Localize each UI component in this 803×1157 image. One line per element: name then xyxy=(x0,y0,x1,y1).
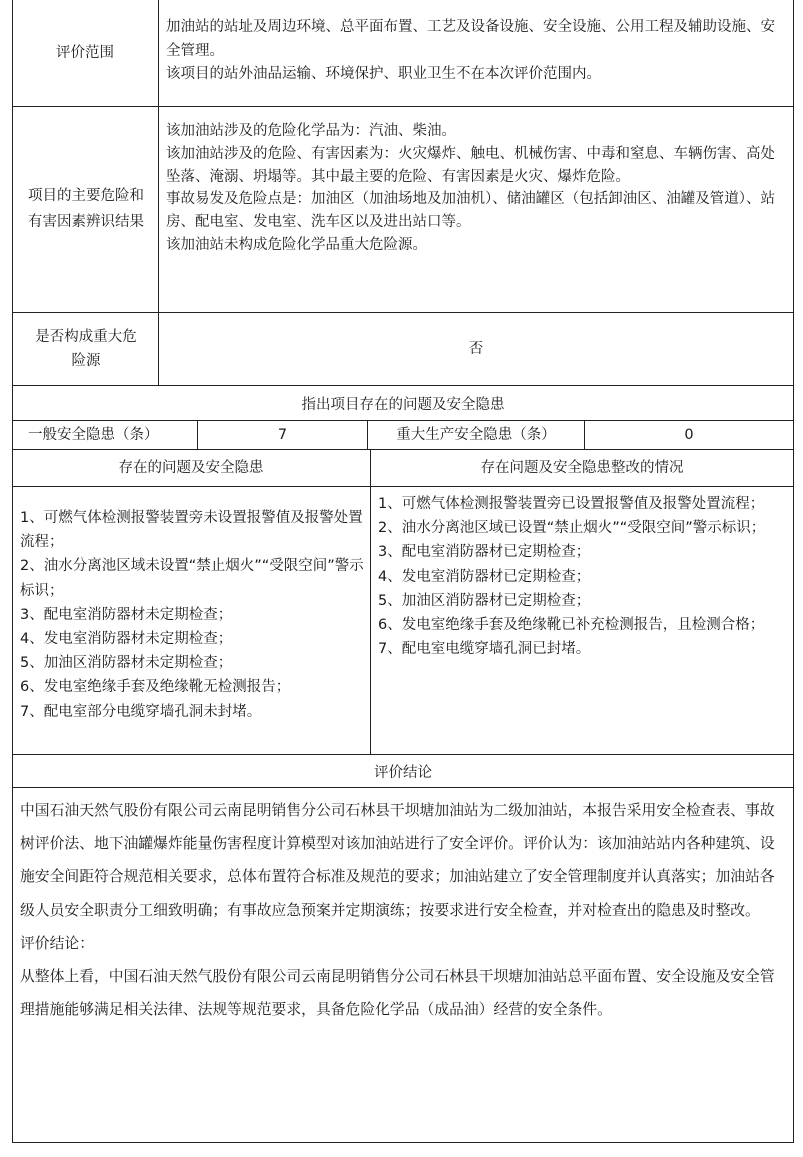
table-border-bottom xyxy=(12,1142,794,1143)
list-item: 3、配电室消防器材未定期检查； xyxy=(20,606,233,623)
fixes-list xyxy=(378,492,788,661)
list-item: 5、加油区消防器材已定期检查； xyxy=(378,592,591,609)
general-hazard-count: 7 xyxy=(277,427,288,443)
list-item: 4、发电室消防器材已定期检查； xyxy=(378,568,591,585)
major-hazard-value: 否 xyxy=(468,340,484,357)
scope-content xyxy=(166,16,786,87)
table-border-left xyxy=(12,0,13,1143)
hazards-line: 该加油站涉及的危险、有害因素为：火灾爆炸、触电、机械伤害、中毒和窒息、车辆伤害、高处坠落、淹溺、坍塌等。其中最主要的危险、有害因素是火灾、爆炸危险。 xyxy=(166,145,775,185)
scope-line: 该项目的站外油品运输、环境保护、职业卫生不在本次评价范围内。 xyxy=(166,66,601,82)
list-item: 6、发电室绝缘手套及绝缘靴无检测报告； xyxy=(20,679,291,696)
hazards-label: 项目的主要危险和有害因素辨识结果 xyxy=(28,188,144,230)
conclusion-body xyxy=(20,794,786,1026)
list-item: 1、可燃气体检测报警装置旁未设置报警值及报警处置流程； xyxy=(20,510,363,551)
conclusion-paragraph: 中国石油天然气股份有限公司云南昆明销售分公司石林县干坝塘加油站为二级加油站，本报告采用安全检查表、事故树评价法、地下油罐爆炸能量伤害程度计算模型对该加油站进行了安全评价。评价认为：该加油站站内各种建筑、设施安全间距符合规范相关要求，总体布置符合标准及规范的要求；加油站建立了安全管理制度并认真落实；加油站各级人员安全职责分工细致明确；有事故应急预案并定期演练；按要求进行安全检查，并对检查出的隐患及时整改。 xyxy=(20,802,775,919)
problems-header: 存在的问题及安全隐患 xyxy=(118,460,264,476)
major-hazard-count: 0 xyxy=(684,427,694,443)
hazards-line: 事故易发及危险点是：加油区（加油场地及加油机）、储油罐区（包括卸油区、油罐及管道）、站房、配电室、发电室、洗车区以及进出站口等。 xyxy=(166,191,775,231)
list-item: 7、配电室部分电缆穿墙孔洞未封堵。 xyxy=(20,703,262,720)
table-border-right xyxy=(793,0,794,1143)
list-item: 4、发电室消防器材未定期检查； xyxy=(20,631,233,648)
list-item: 3、配电室消防器材已定期检查； xyxy=(378,544,591,561)
scope-label: 评价范围 xyxy=(56,45,114,61)
problems-list xyxy=(20,506,364,724)
hazards-line: 该加油站涉及的危险化学品为：汽油、柴油。 xyxy=(166,123,456,139)
list-item: 5、加油区消防器材未定期检查； xyxy=(20,655,233,672)
conclusion-subheading: 评价结论： xyxy=(20,934,94,952)
list-item: 6、发电室绝缘手套及绝缘靴已补充检测报告，且检测合格； xyxy=(378,617,765,634)
scope-line: 加油站的站址及周边环境、总平面布置、工艺及设备设施、安全设施、公用工程及辅助设施、安全管理。 xyxy=(166,19,775,59)
list-item: 2、油水分离池区域已设置“禁止烟火”“受限空间”警示标识； xyxy=(378,520,766,537)
list-item: 2、油水分离池区域未设置“禁止烟火”“受限空间”警示标识； xyxy=(20,558,364,599)
hazards-content xyxy=(166,120,786,257)
issues-section-title: 指出项目存在的问题及安全隐患 xyxy=(301,396,505,413)
row-divider xyxy=(12,486,794,487)
major-hazard-label: 是否构成重大危险源 xyxy=(35,328,137,369)
hazards-line: 该加油站未构成危险化学品重大危险源。 xyxy=(166,236,427,253)
issues-column-divider xyxy=(370,449,371,755)
list-item: 1、可燃气体检测报警装置旁已设置报警值及报警处置流程； xyxy=(378,496,765,512)
major-hazard-count-label: 重大生产安全隐患（条） xyxy=(396,427,556,443)
list-item: 7、配电室电缆穿墙孔洞已封堵。 xyxy=(378,641,591,658)
conclusion-paragraph: 从整体上看，中国石油天然气股份有限公司云南昆明销售分公司石林县干坝塘加油站总平面布置、安全设施及安全管理措施能够满足相关法律、法规等规范要求，具备危险化学品（成品油）经营的安全条件。 xyxy=(20,968,775,1019)
conclusion-section-title: 评价结论 xyxy=(374,764,432,781)
general-hazard-label: 一般安全隐患（条） xyxy=(28,427,159,443)
row-divider xyxy=(12,787,794,788)
fixes-header: 存在问题及安全隐患整改的情况 xyxy=(480,460,684,476)
